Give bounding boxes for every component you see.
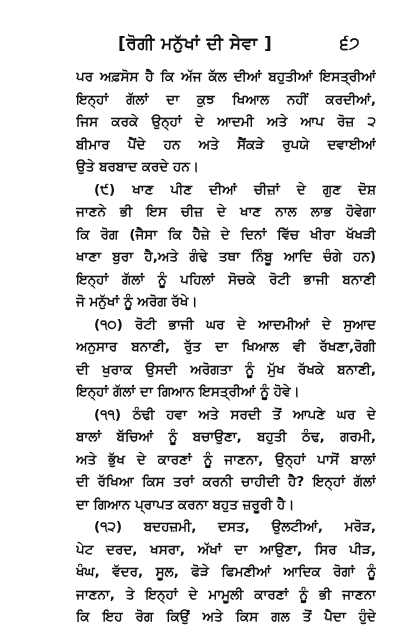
text-line: ਬੀਮਾਰ ਪੈਂਦੇ ਹਨ ਅਤੇ ਸੈਂਕੜੇ ਰੁਪਯੇ ਦਵਾਈਆਂ bbox=[76, 136, 376, 153]
page-body bbox=[76, 66, 376, 629]
text-line: ਬਾਲਾਂ ਬੱਚਿਆਂ ਨੂੰ ਬਚਾਉਣਾ, ਬਹੁਤੀ ਠੰਢ, ਗਰਮੀ, bbox=[76, 429, 376, 445]
text-line: ਦੀ ਖੁਰਾਕ ਉਸਦੀ ਅਰੋਗਤਾ ਨੂੰ ਮੁੱਖ ਰੱਖਕੇ ਬਨਾਣੀ, bbox=[76, 361, 376, 378]
text-line: ਪੇਟ ਦਰਦ, ਖਸਰਾ, ਅੱਖਾਂ ਦਾ ਆਉਣਾ, ਸਿਰ ਪੀੜ, bbox=[76, 541, 376, 558]
text-line: ਜਾਣਨੇ ਭੀ ਇਸ ਚੀਜ਼ ਦੇ ਖਾਣ ਨਾਲ ਲਾਭ ਹੋਵੇਗਾ bbox=[76, 204, 376, 220]
text-line: ਪਰ ਅਫ਼ਸੋਸ ਹੈ ਕਿ ਅੱਜ ਕੱਲ ਦੀਆਂ ਬਹੁਤੀਆਂ ਇਸਤ੍ਰੀਆਂ bbox=[76, 69, 376, 85]
page-number: ੬੭ bbox=[340, 34, 360, 54]
text-line: ਜਿਸ ਕਰਕੇ ਉਨ੍ਹਾਂ ਦੇ ਆਦਮੀ ਅਤੇ ਆਪ ਰੋਜ਼ ੨ bbox=[76, 114, 376, 130]
text-line: ਇਨ੍ਹਾਂ ਗੱਲਾਂ ਦਾ ਗਿਆਨ ਇਸਤ੍ਰੀਆਂ ਨੂੰ ਹੋਵੇ। bbox=[76, 384, 300, 400]
text-line: ਦੀ ਰੱਖਿਆ ਕਿਸ ਤਰਾਂ ਕਰਨੀ ਚਾਹੀਦੀ ਹੈ? ਇਨ੍ਹਾਂ ਗੱਲਾਂ bbox=[76, 474, 376, 490]
text-line: ਕਿ ਰੋਗ (ਜੈਸਾ ਕਿ ਹੈਜ਼ੇ ਦੇ ਦਿਨਾਂ ਵਿੱਚ ਖੀਰਾ ਖੱਖੜੀ bbox=[76, 226, 376, 243]
text-line: ਦਾ ਗਿਆਨ ਪ੍ਰਾਪਤ ਕਰਨਾ ਬਹੁਤ ਜ਼ਰੂਰੀ ਹੈ। bbox=[76, 496, 295, 513]
text-line: ਉਤੇ ਬਰਬਾਦ ਕਰਦੇ ਹਨ। bbox=[76, 159, 199, 175]
paragraph-start-line: (੯) ਖਾਣ ਪੀਣ ਦੀਆਂ ਚੀਜ਼ਾਂ ਦੇ ਗੁਣ ਦੋਸ਼ bbox=[94, 181, 376, 198]
page-header bbox=[0, 32, 404, 62]
running-title: [ਰੋਗੀ ਮਨੁੱਖਾਂ ਦੀ ਸੇਵਾ ] bbox=[118, 34, 273, 54]
paragraph-start-line: (੧੧) ਠੰਢੀ ਹਵਾ ਅਤੇ ਸਰਦੀ ਤੋਂ ਆਪਣੇ ਘਰ ਦੇ bbox=[94, 406, 376, 423]
paragraph-start-line: (੧੨) ਬਦਹਜ਼ਮੀ, ਦਸਤ, ਉਲਟੀਆਂ, ਮਰੋੜ, bbox=[94, 519, 376, 535]
text-line: ਖਾਣਾ ਬੁਰਾ ਹੈ,ਅਤੇ ਗੰਢੇ ਤਥਾ ਨਿੰਬੂ ਆਦਿ ਚੰਗੇ ਹਨ) bbox=[76, 249, 376, 265]
text-line: ਜੋ ਮਨੁੱਖਾਂ ਨੂੰ ਅਰੋਗ ਰੱਖੇ। bbox=[76, 294, 198, 310]
text-line: ਖੰਘ, ਵੱਦਰ, ਸੂਲ, ਫੋੜੇ ਫਿਮਣੀਆਂ ਆਦਿਕ ਰੋਗਾਂ ਨੂੰ bbox=[76, 564, 376, 580]
paragraph-start-line: (੧੦) ਰੋਟੀ ਭਾਜੀ ਘਰ ਦੇ ਆਦਮੀਆਂ ਦੇ ਸੁਆਦ bbox=[94, 316, 376, 333]
text-line: ਜਾਣਨਾ, ਤੇ ਇਨ੍ਹਾਂ ਦੇ ਮਾਮੂਲੀ ਕਾਰਣਾਂ ਨੂੰ ਭੀ ਜਾਣਨਾ bbox=[76, 586, 376, 603]
text-line: ਅਤੇ ਭੁੱਖ ਦੇ ਕਾਰਣਾਂ ਨੂੰ ਜਾਣਨਾ, ਉਨ੍ਹਾਂ ਪਾਸੋਂ ਬਾਲਾਂ bbox=[76, 451, 376, 468]
text-line: ਕਿ ਇਹ ਰੋਗ ਕਿਉਂ ਅਤੇ ਕਿਸ ਗਲ ਤੋਂ ਪੈਦਾ ਹੁੰਦੇ bbox=[76, 609, 376, 625]
text-line: ਇਨ੍ਹਾਂ ਗੱਲਾਂ ਨੂੰ ਪਹਿਲਾਂ ਸੋਚਕੇ ਰੋਟੀ ਭਾਜੀ ਬਨਾਣੀ bbox=[76, 271, 376, 288]
text-line: ਅਨੁਸਾਰ ਬਨਾਣੀ, ਰੁੱਤ ਦਾ ਖਿਆਲ ਵੀ ਰੱਖਣਾ,ਰੋਗੀ bbox=[76, 339, 376, 355]
text-line: ਇਨ੍ਹਾਂ ਗੱਲਾਂ ਦਾ ਕੁਝ ਖਿਆਲ ਨਹੀਂ ਕਰਦੀਆਂ, bbox=[76, 91, 376, 108]
